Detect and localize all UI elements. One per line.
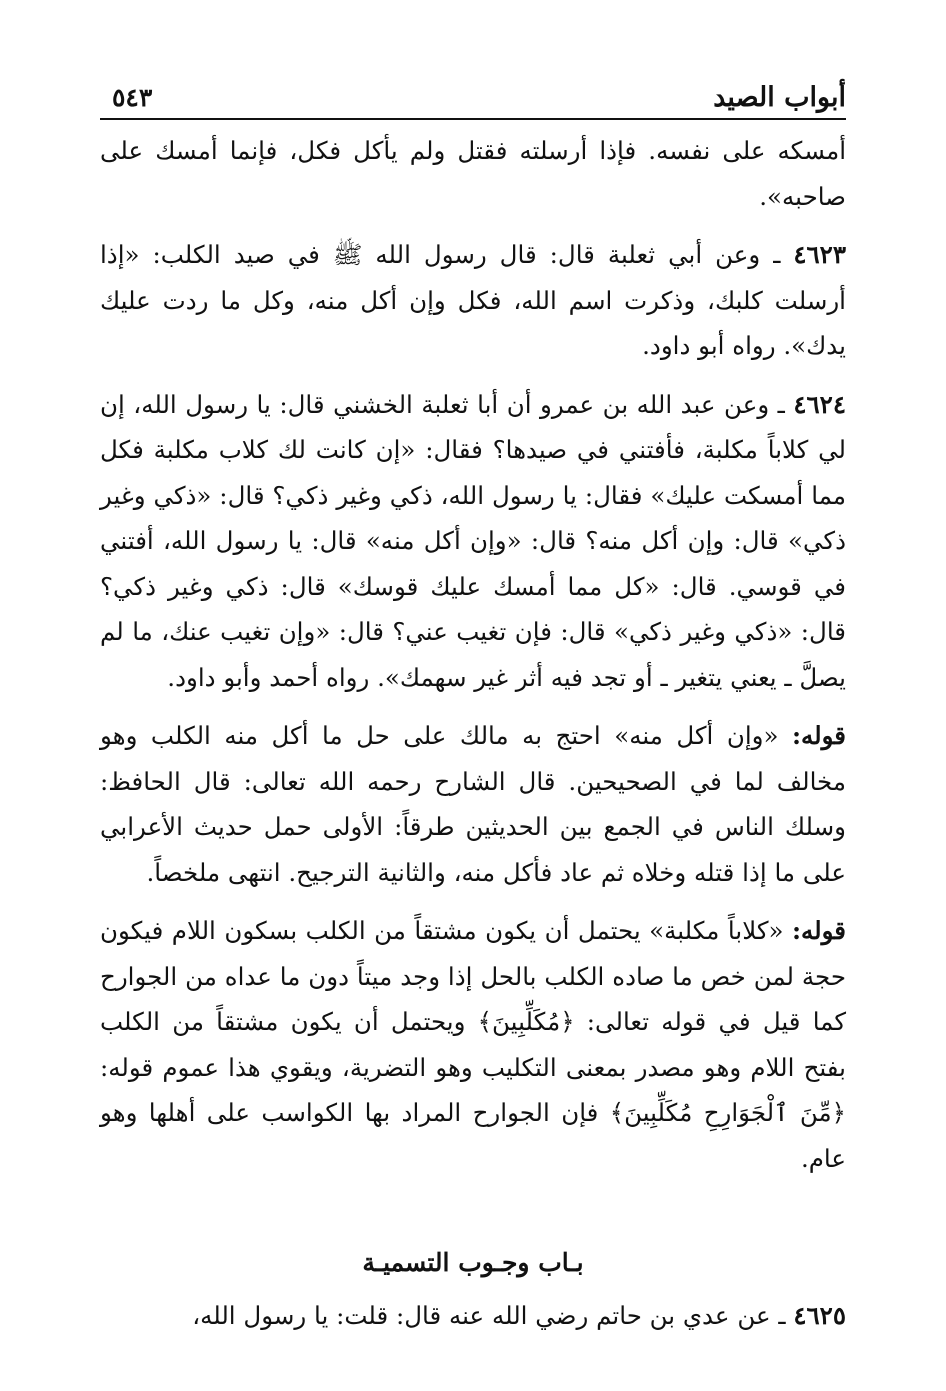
commentary-paragraph	[100, 713, 846, 895]
commentary-text: «كلاباً مكلبة» يحتمل أن يكون مشتقاً من الكلب بسكون اللام فيكون حجة لمن خص ما صاده الكلب بالحل إذا وجد ميتاً دون ما عداه من الجوارح كما قيل في قوله تعالى: ﴿مُكَلِّبِينَ﴾ ويحتمل أن يكون مشتقاً من الكلب بفتح اللام وهو مصدر بمعنى التكليب وهو التضرية، ويقوي هذا عموم قوله: ﴿مِّنَ ٱلْجَوَارِحِ مُكَلِّبِينَ﴾ فإن الجوارح المراد بها الكواسب على أهلها وهو عام.	[100, 916, 846, 1173]
page-number: ٥٤٣	[112, 83, 153, 112]
document-page	[100, 74, 846, 1339]
commentary-text: «وإن أكل منه» احتج به مالك على حل ما أكل منه الكلب وهو مخالف لما في الصحيحين. قال الشارح رحمه الله تعالى: قال الحافظ: وسلك الناس في الجمع بين الحديثين طرقاً: الأولى حمل حديث الأعرابي على ما إذا قتله وخلاه ثم عاد فأكل منه، والثانية الترجيح. انتهى ملخصاً.	[100, 721, 846, 887]
commentary-paragraph	[100, 908, 846, 1181]
hadith-number: ٤٦٢٥	[793, 1301, 846, 1330]
page-header-title: أبواب الصيد	[713, 82, 846, 113]
hadith-4624	[100, 382, 846, 701]
paragraph-continuation	[100, 128, 846, 219]
commentary-lead: قوله:	[791, 916, 846, 945]
chapter-heading: بـاب وجـوب التسميـة	[362, 1248, 584, 1277]
hadith-text: ـ وعن عبد الله بن عمرو أن أبا ثعلبة الخشني قال: يا رسول الله، إن لي كلاباً مكلبة، فأفتني في صيدها؟ فقال: «إن كانت لك كلاب مكلبة فكل مما أمسكت عليك» فقال: يا رسول الله، ذكي وغير ذكي؟ قال: «ذكي وغير ذكي» قال: وإن أكل منه؟ قال: «وإن أكل منه» قال: يا رسول الله، أفتني في قوسي. قال: «كل مما أمسك عليك قوسك» قال: ذكي وغير ذكي؟ قال: «ذكي وغير ذكي» قال: فإن تغيب عني؟ قال: «وإن تغيب عنك، ما لم يصلَّ ـ يعني يتغير ـ أو تجد فيه أثر غير سهمك». رواه أحمد وأبو داود.	[100, 389, 846, 692]
hadith-text: ـ عن عدي بن حاتم رضي الله عنه قال: قلت: يا رسول الله،	[192, 1301, 786, 1330]
hadith-4623	[100, 232, 846, 369]
hadith-number: ٤٦٢٣	[793, 240, 846, 269]
body-text	[100, 128, 846, 1339]
commentary-lead: قوله:	[791, 721, 846, 750]
running-header	[100, 74, 846, 120]
hadith-number: ٤٦٢٤	[793, 389, 846, 419]
paragraph-text: أمسكه على نفسه. فإذا أرسلته فقتل ولم يأكل فكل، فإنما أمسك على صاحبه».	[100, 136, 846, 211]
hadith-text: ـ وعن أبي ثعلبة قال: قال رسول الله ﷺ في صيد الكلب: «إذا أرسلت كلبك، وذكرت اسم الله، فكل وإن أكل منه، وكل ما ردت عليك يدك». رواه أبو داود.	[100, 240, 846, 360]
hadith-4625	[100, 1293, 846, 1339]
